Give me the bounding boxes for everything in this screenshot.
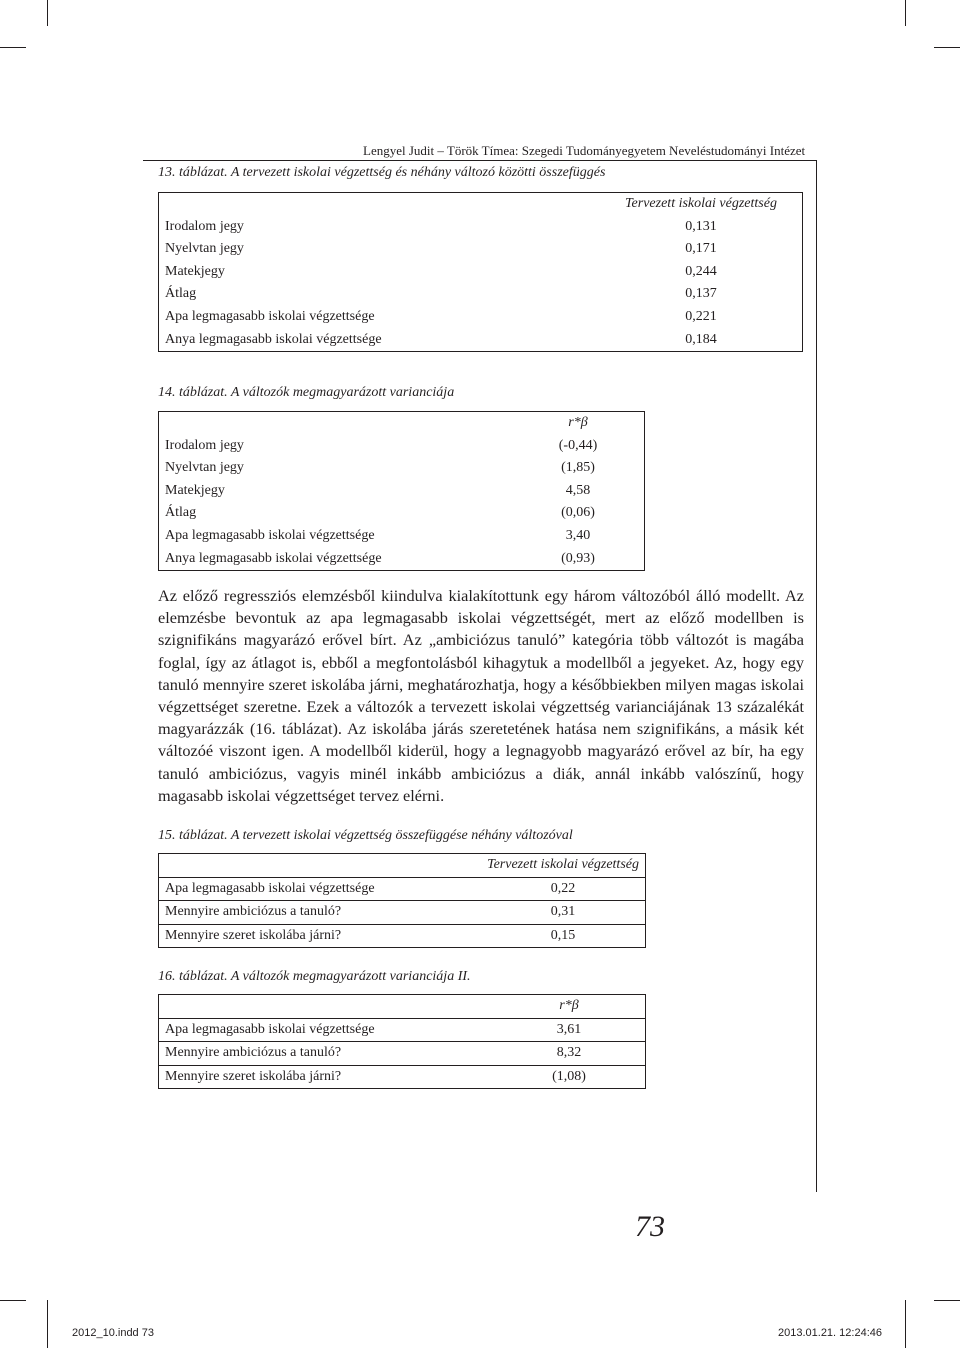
table-row — [159, 480, 645, 503]
table-row — [159, 329, 803, 352]
row-label: Átlag — [165, 505, 197, 521]
table-row — [159, 877, 646, 901]
row-value: (-0,44) — [558, 437, 598, 453]
crop-mark — [905, 0, 906, 26]
row-value: 0,22 — [481, 877, 645, 901]
row-label: Mennyire ambiciózus a tanuló? — [159, 901, 482, 925]
crop-mark — [47, 0, 48, 26]
table-row — [159, 1018, 646, 1042]
row-label: Nyelvtan jegy — [165, 241, 244, 257]
table-row — [159, 435, 645, 458]
row-value: 0,137 — [685, 286, 717, 302]
table14-caption: 14. táblázat. A változók megmagyarázott varianciája — [158, 385, 455, 400]
row-label: Matekjegy — [165, 482, 225, 498]
table13 — [158, 192, 803, 352]
margin-rule — [816, 160, 817, 1192]
table-row — [159, 1065, 646, 1089]
table15 — [158, 853, 646, 948]
header-rule — [143, 160, 817, 161]
row-label: Apa legmagasabb iskolai végzettsége — [165, 527, 375, 543]
row-value: 0,31 — [481, 901, 645, 925]
row-label: Apa legmagasabb iskolai végzettsége — [159, 877, 482, 901]
row-label: Mennyire szeret iskolába járni? — [159, 924, 482, 948]
slug-filename: 2012_10.indd 73 — [72, 1327, 154, 1339]
table-row — [159, 502, 645, 525]
table-row — [159, 525, 645, 548]
table16-caption: 16. táblázat. A változók megmagyarázott varianciája II. — [158, 969, 471, 984]
table15-caption: 15. táblázat. A tervezett iskolai végzettség összefüggése néhány változóval — [158, 828, 573, 843]
table-row — [159, 238, 803, 261]
crop-mark — [0, 1300, 26, 1301]
table14 — [158, 411, 645, 571]
row-label: Apa legmagasabb iskolai végzettsége — [165, 308, 375, 324]
row-label: Nyelvtan jegy — [165, 460, 244, 476]
table-row — [159, 901, 646, 925]
row-value: (1,85) — [561, 460, 595, 476]
table-row — [159, 548, 645, 571]
crop-mark — [934, 1300, 960, 1301]
table14-column-header: r*β — [568, 415, 588, 430]
table-row — [159, 306, 803, 329]
row-value: 0,131 — [685, 218, 717, 234]
table-row — [159, 1042, 646, 1066]
row-label: Matekjegy — [165, 263, 225, 279]
row-value: 8,32 — [493, 1042, 646, 1066]
crop-mark — [934, 47, 960, 48]
row-value: 4,58 — [565, 482, 591, 498]
crop-mark — [0, 47, 26, 48]
table16-corner — [159, 995, 494, 1019]
slug-datetime: 2013.01.21. 12:24:46 — [778, 1327, 882, 1339]
row-label: Mennyire ambiciózus a tanuló? — [159, 1042, 494, 1066]
row-label: Apa legmagasabb iskolai végzettsége — [159, 1018, 494, 1042]
row-label: Mennyire szeret iskolába járni? — [159, 1065, 494, 1089]
row-label: Anya legmagasabb iskolai végzettsége — [165, 550, 382, 566]
row-value: 0,184 — [685, 331, 717, 347]
crop-mark — [47, 1300, 48, 1348]
row-value: 0,244 — [685, 263, 717, 279]
body-paragraph: Az előző regressziós elemzésből kiindulva kialakítottunk egy három változóból álló modellt. Az elemzésbe bevontuk az apa legmagasabb iskolai végzettségét, mert az előző modellben is szignifikáns magyarázó erővel bírt. Az „ambiciózus tanuló” kategória több változót is magába foglal, így az átlagot is, ebből a megfontolásból kihagytuk a modellből a jegyeket. Az, hogy egy tanuló mennyire szeret iskolába járni, meghatározhatja, hogy a későbbiekben milyen magas iskolai végzettséget szeretne. Ezek a változók a tervezett iskolai végzettség varianciájának 13 százalékát magyarázzák (16. táblázat). Az iskolába járás szeretetének hatása nem szignifikáns, a másik két változóé viszont igen. A modellből kiderül, hogy a legnagyobb magyarázó erővel az bír, ha egy tanuló ambiciózus, vagyis minél inkább ambiciózus a diák, annál inkább valószínű, hogy magasabb iskolai végzettséget tervez elérni. — [158, 586, 804, 805]
row-value: (1,08) — [493, 1065, 646, 1089]
table16-column-header: r*β — [559, 998, 579, 1013]
table-row — [159, 924, 646, 948]
row-value: (0,93) — [561, 550, 595, 566]
row-value: 0,15 — [481, 924, 645, 948]
row-value: 0,221 — [685, 308, 717, 324]
crop-mark — [905, 1300, 906, 1348]
row-label: Átlag — [165, 286, 197, 302]
table-row — [159, 261, 803, 284]
table-row — [159, 283, 803, 306]
table13-corner — [159, 193, 601, 216]
row-value: 3,40 — [565, 527, 591, 543]
row-value: 3,61 — [493, 1018, 646, 1042]
table13-column-header: Tervezett iskolai végzettség — [625, 196, 777, 211]
table16 — [158, 994, 646, 1089]
table15-corner — [159, 854, 482, 878]
row-value: 0,171 — [685, 241, 717, 257]
row-label: Irodalom jegy — [165, 218, 244, 234]
page-number: 73 — [635, 1210, 665, 1243]
row-label: Anya legmagasabb iskolai végzettsége — [165, 331, 382, 347]
row-value: (0,06) — [561, 505, 595, 521]
table-row — [159, 216, 803, 239]
row-label: Irodalom jegy — [165, 437, 244, 453]
table13-caption: 13. táblázat. A tervezett iskolai végzettség és néhány változó közötti összefüggés — [158, 165, 606, 180]
table15-column-header: Tervezett iskolai végzettség — [487, 857, 639, 872]
running-header: Lengyel Judit – Török Tímea: Szegedi Tudományegyetem Neveléstudományi Intézet — [363, 143, 806, 158]
table-row — [159, 457, 645, 480]
table14-corner — [159, 412, 513, 435]
